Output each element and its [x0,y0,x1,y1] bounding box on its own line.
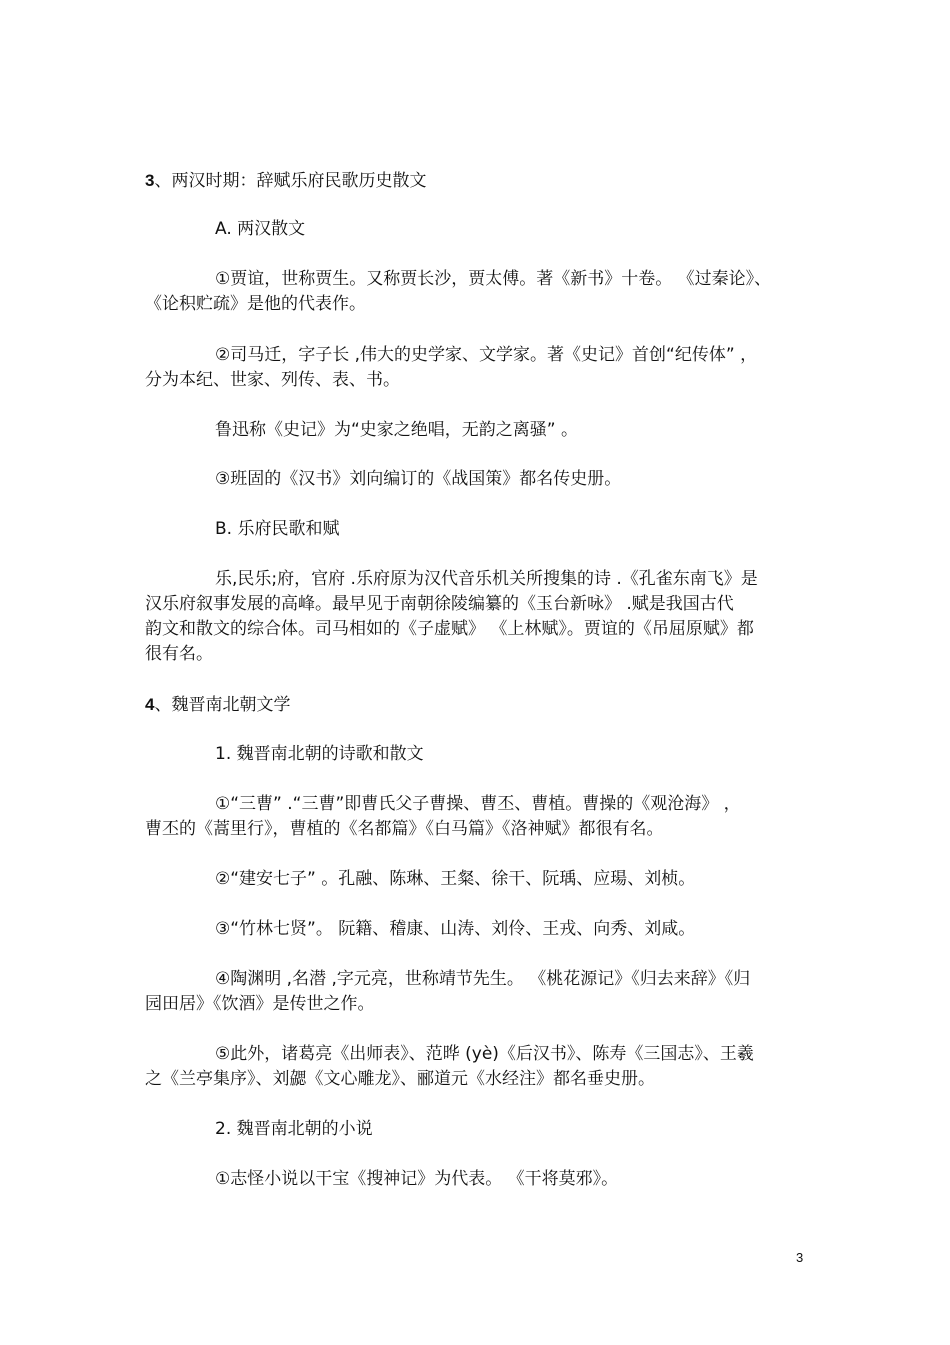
paragraph-line: 曹丕的《蒿里行》，曹植的《名都篇》《白马篇》《洛神赋》都很有名。 [145,819,664,839]
paragraph-line: 很有名。 [145,644,213,664]
paragraph-line: ①“三曹” .“三曹”即曹氏父子曹操、曹丕、曹植。曹操的《观沧海》 ， [215,794,741,814]
page-number: 3 [796,1250,804,1265]
paragraph-line: 园田居》《饮酒》是传世之作。 [145,994,375,1014]
subheading-a: A. 两汉散文 [215,219,306,239]
paragraph-line: ①志怪小说以干宝《搜神记》为代表。 《干将莫邪》。 [215,1169,619,1189]
section-title: 、魏晋南北朝文学 [154,695,291,715]
paragraph-line: ①贾谊，世称贾生。又称贾长沙，贾太傅。著《新书》十卷。 《过秦论》、 [215,269,772,289]
paragraph-line: 分为本纪、世家、列传、表、书。 [145,370,400,390]
paragraph-line: ②司马迁，字子长 ,伟大的史学家、文学家。著《史记》首创“纪传体” ， [215,345,758,365]
paragraph-line: ③“竹林七贤”。 阮籍、稽康、山涛、刘伶、王戎、向秀、刘咸。 [215,919,696,939]
section-number: 3 [145,171,155,190]
paragraph-line: 《论积贮疏》是他的代表作。 [145,294,366,314]
section-heading-4 [145,692,815,718]
paragraph-line: ⑤此外，诸葛亮《出师表》、范晔 (yè)《后汉书》、陈寿《三国志》、王羲 [215,1044,754,1064]
section-number: 4 [145,695,155,714]
paragraph-line: ④陶渊明 ,名潜 ,字元亮，世称靖节先生。 《桃花源记》《归去来辞》《归 [215,969,751,989]
section-heading-3 [145,168,815,194]
paragraph-line: ③班固的《汉书》刘向编订的《战国策》都名传史册。 [215,469,622,489]
paragraph-line: 鲁迅称《史记》为“史家之绝唱，无韵之离骚” 。 [215,420,579,440]
paragraph-line: 韵文和散文的综合体。司马相如的《子虚赋》 《上林赋》。贾谊的《吊屈原赋》都 [145,619,754,639]
paragraph-line: 汉乐府叙事发展的高峰。最早见于南朝徐陵编纂的《玉台新咏》 .赋是我国古代 [145,594,734,614]
paragraph-line: 之《兰亭集序》、刘勰《文心雕龙》、郦道元《水经注》都名垂史册。 [145,1069,655,1089]
paragraph-line: ②“建安七子” 。孔融、陈琳、王粲、徐干、阮瑀、应瑒、刘桢。 [215,869,696,889]
paragraph-line: 乐,民乐;府，官府 .乐府原为汉代音乐机关所搜集的诗 .《孔雀东南飞》是 [215,569,758,589]
subheading-1: 1. 魏晋南北朝的诗歌和散文 [215,744,424,764]
section-title: 、两汉时期：辞赋乐府民歌历史散文 [154,171,427,191]
subheading-b: B. 乐府民歌和赋 [215,519,340,539]
subheading-2: 2. 魏晋南北朝的小说 [215,1119,373,1139]
